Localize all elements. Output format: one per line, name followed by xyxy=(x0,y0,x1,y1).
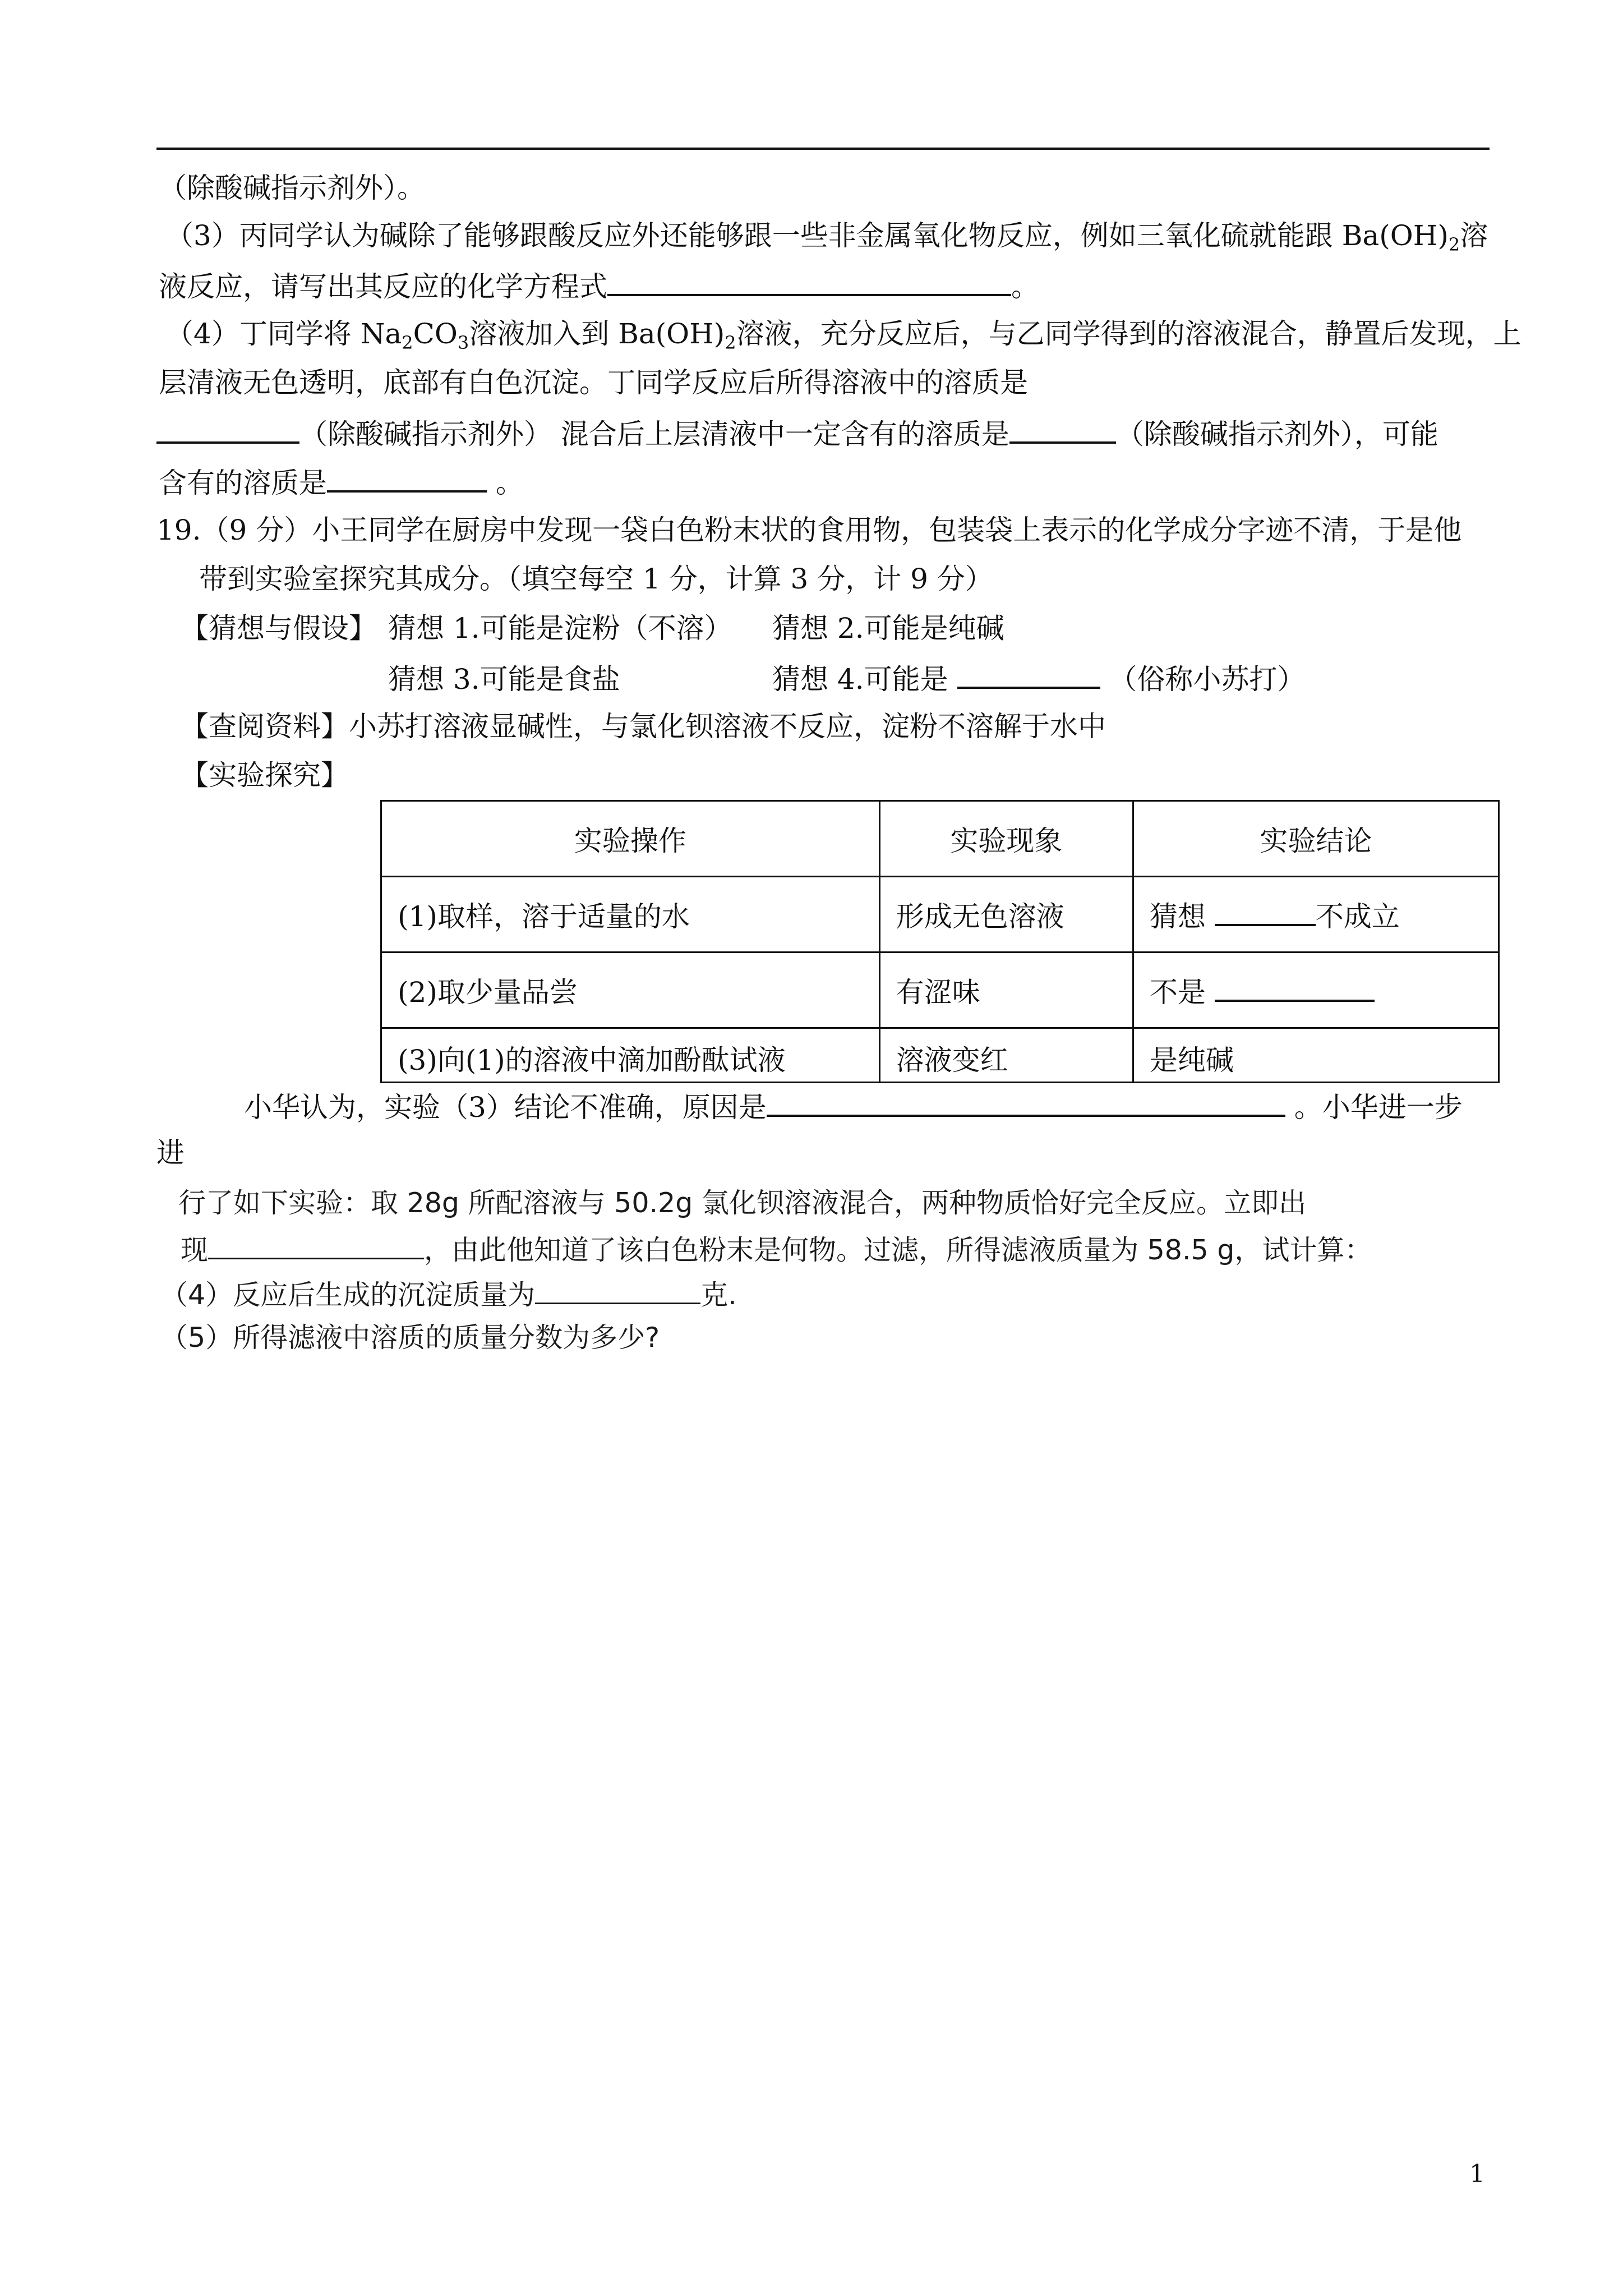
xiaohua-line-1 xyxy=(244,1085,1463,1127)
hypothesis-2: 猜想 2.可能是纯碱 xyxy=(772,612,1004,645)
scanned-text: 现 xyxy=(181,1234,209,1266)
table-cell-conclusion xyxy=(1133,877,1498,953)
q18-part4-line-1 xyxy=(165,314,1521,362)
q18-part4-text: 溶液加入到 Ba(OH) xyxy=(469,318,725,350)
scanned-line-4 xyxy=(160,1318,660,1358)
q18-part3-text: 溶 xyxy=(1460,219,1488,252)
xiaohua-text: 。小华进一步 xyxy=(1285,1091,1463,1124)
q18-part4-text: 溶液，充分反应后，与乙同学得到的溶液混合，静置后发现，上 xyxy=(736,318,1521,350)
q18-part4-line-2 xyxy=(159,363,1028,402)
experiment-label: 【实验探究】 xyxy=(181,759,349,792)
hypothesis-1: 猜想 1.可能是淀粉（不溶） xyxy=(388,612,732,645)
subscript: 2 xyxy=(1448,234,1460,255)
table-row xyxy=(381,953,1499,1028)
hypothesis-line-1 xyxy=(181,609,1004,648)
answer-blank-equation[interactable] xyxy=(607,265,1011,296)
table-row xyxy=(381,1028,1499,1083)
q18-part3-line-2 xyxy=(159,265,1039,306)
experiment-table xyxy=(380,800,1500,1083)
hypothesis-4-note: （俗称小苏打） xyxy=(1109,663,1306,696)
answer-blank-phenomenon[interactable] xyxy=(208,1228,424,1259)
subscript: 2 xyxy=(402,332,413,353)
table-header-row xyxy=(381,801,1499,877)
q19-intro-line-2 xyxy=(199,559,993,599)
answer-blank-solute-possible[interactable] xyxy=(327,461,487,493)
answer-blank-reason[interactable] xyxy=(767,1085,1285,1117)
conclusion-text: 不成立 xyxy=(1315,900,1400,933)
reference-text: 小苏打溶液显碱性，与氯化钡溶液不反应，淀粉不溶解于水中 xyxy=(349,710,1106,743)
q18-part3-text: 液反应，请写出其反应的化学方程式 xyxy=(159,270,607,303)
q18-part4-text: （4）丁同学将 Na xyxy=(165,318,402,350)
table-cell-operation: (3)向(1)的溶液中滴加酚酞试液 xyxy=(381,1028,880,1083)
table-cell-operation: (2)取少量品尝 xyxy=(381,953,880,1028)
table-cell-operation: (1)取样，溶于适量的水 xyxy=(381,877,880,953)
q18-line-1 xyxy=(159,168,425,208)
table-row xyxy=(381,877,1499,953)
scanned-text: 行了如下实验：取 28g 所配溶液与 50.2g 氯化钡溶液混合，两种物质恰好完全反应。立即出 xyxy=(178,1187,1306,1219)
scanned-text: （4）反应后生成的沉淀质量为 xyxy=(160,1279,536,1311)
table-cell-conclusion xyxy=(1133,953,1498,1028)
q19-intro-text: 19.（9 分）小王同学在厨房中发现一袋白色粉末状的食用物，包装袋上表示的化学成分字迹不清，于是他 xyxy=(156,514,1462,546)
answer-blank-solute-ding[interactable] xyxy=(156,412,299,444)
hypothesis-3: 猜想 3.可能是食盐 xyxy=(388,663,620,696)
q18-part4-line-4 xyxy=(159,461,524,503)
page-number: 1 xyxy=(1469,2160,1485,2188)
answer-blank-hypothesis-number[interactable] xyxy=(1215,895,1316,926)
answer-blank-not-substance[interactable] xyxy=(1215,970,1375,1002)
xiaohua-text: 进 xyxy=(156,1137,185,1169)
scanned-text: 克. xyxy=(700,1279,737,1311)
reference-label: 【查阅资料】 xyxy=(181,710,349,743)
xiaohua-line-2 xyxy=(156,1133,185,1172)
subscript: 2 xyxy=(725,332,736,353)
q18-part4-text: （除酸碱指示剂外），可能 xyxy=(1115,418,1438,450)
conclusion-text: 猜想 xyxy=(1149,900,1206,933)
answer-blank-precipitate-mass[interactable] xyxy=(535,1273,700,1304)
q19-intro-text: 带到实验室探究其成分。（填空每空 1 分，计算 3 分，计 9 分） xyxy=(199,563,993,595)
scanned-line-2 xyxy=(181,1228,1372,1270)
hypothesis-label: 【猜想与假设】 xyxy=(181,612,377,645)
q18-part4-text: CO xyxy=(413,318,458,350)
q18-part3-text: 。 xyxy=(1011,270,1039,303)
q18-part4-text: （除酸碱指示剂外） 混合后上层清液中一定含有的溶质是 xyxy=(299,418,1009,450)
q18-part4-text: 含有的溶质是 xyxy=(159,467,327,499)
table-cell-phenomenon: 溶液变红 xyxy=(879,1028,1133,1083)
experiment-label-line xyxy=(181,756,349,795)
reference-line xyxy=(181,707,1106,746)
q18-part3-text: （3）丙同学认为碱除了能够跟酸反应外还能够跟一些非金属氧化物反应，例如三氧化硫就能跟 Ba(OH) xyxy=(165,219,1449,252)
conclusion-text: 不是 xyxy=(1149,976,1206,1009)
q18-part4-text: 。 xyxy=(487,467,524,499)
table-header-cell: 实验现象 xyxy=(879,801,1133,877)
table-header-cell: 实验结论 xyxy=(1133,801,1498,877)
scanned-line-3 xyxy=(160,1273,737,1315)
subscript: 3 xyxy=(457,332,469,353)
table-cell-conclusion: 是纯碱 xyxy=(1133,1028,1498,1083)
q18-text: （除酸碱指示剂外）。 xyxy=(159,172,425,204)
scanned-text: ，由此他知道了该白色粉末是何物。过滤，所得滤液质量为 58.5 g，试计算： xyxy=(424,1234,1372,1266)
scanned-line-1 xyxy=(178,1184,1306,1223)
answer-blank-solute-certain[interactable] xyxy=(1009,412,1116,444)
xiaohua-text: 小华认为，实验（3）结论不准确，原因是 xyxy=(244,1091,767,1124)
table-cell-phenomenon: 有涩味 xyxy=(879,953,1133,1028)
table-header-cell: 实验操作 xyxy=(381,801,880,877)
scanned-text: （5）所得滤液中溶质的质量分数为多少? xyxy=(160,1322,660,1354)
q18-part4-line-3 xyxy=(156,412,1438,454)
q18-part3-line-1 xyxy=(165,216,1488,264)
hypothesis-line-2 xyxy=(388,657,1305,699)
hypothesis-4: 猜想 4.可能是 xyxy=(772,663,948,696)
answer-blank-hypothesis-4[interactable] xyxy=(957,657,1100,689)
table-cell-phenomenon: 形成无色溶液 xyxy=(879,877,1133,953)
header-rule xyxy=(156,148,1490,150)
q18-part4-text: 层清液无色透明，底部有白色沉淀。丁同学反应后所得溶液中的溶质是 xyxy=(159,366,1028,399)
q19-intro-line-1 xyxy=(156,510,1461,550)
